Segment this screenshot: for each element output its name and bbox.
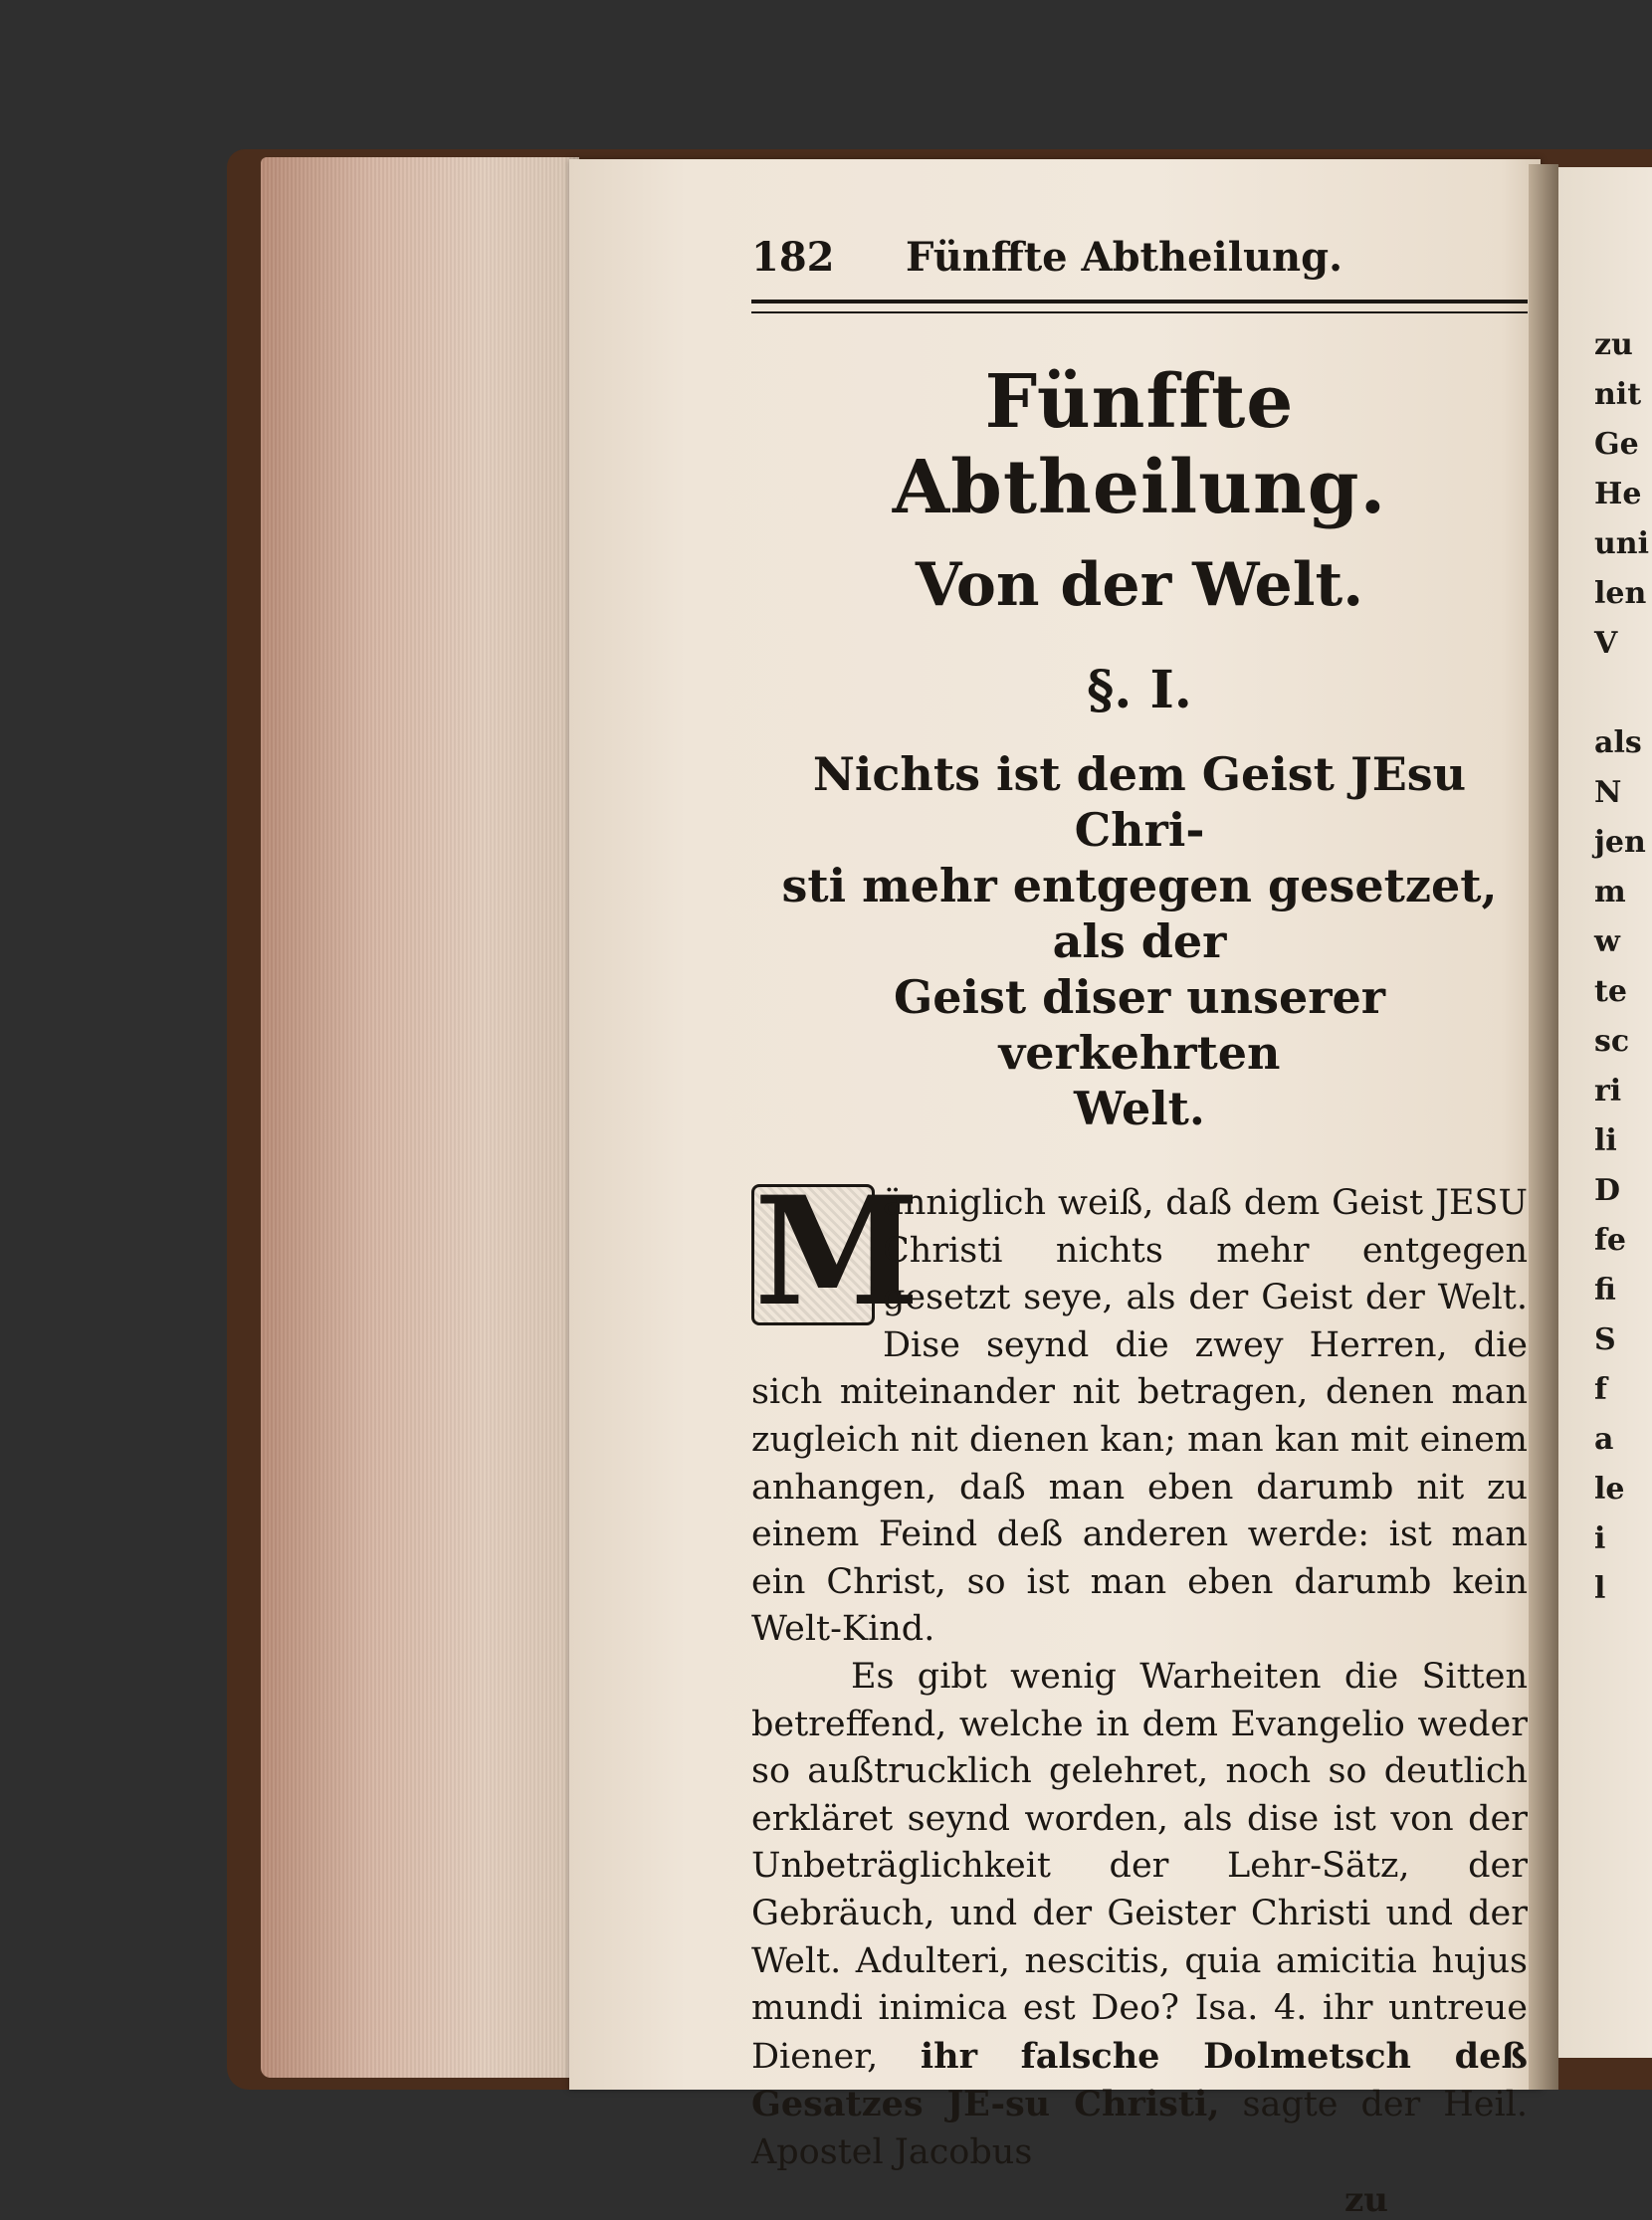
heading-line: Geist diser unserer verkehrten — [893, 970, 1386, 1080]
paragraph-text: änniglich weiß, daß dem Geist JESU Christi nichts mehr entgegen gesetzt seye, als der Geist der Welt. Dise seynd die zwey Herren, die sich miteinander nit betragen, denen man zugleich nit dienen kan; man kan mit einem anhangen, daß man eben darumb nit zu einem Feind deß anderen werde: ist man ein Christ, so ist man eben darumb kein Welt-Kind. — [751, 1183, 1528, 1650]
facing-page-fragment: ri — [1594, 1074, 1622, 1109]
facing-page-fragment: N — [1594, 775, 1622, 810]
book-gutter — [1529, 164, 1558, 2090]
facing-page-fragment: len — [1594, 576, 1647, 611]
facing-page-fragment: uni — [1594, 526, 1650, 561]
paragraph-text: sagte der Heil. Apostel Jacobus — [751, 2085, 1528, 2172]
facing-page-fragment: l — [1594, 1571, 1606, 1606]
facing-page-fragment: w — [1594, 924, 1620, 959]
facing-page-fragment: fi — [1594, 1273, 1616, 1308]
chapter-title: Fünffte Abtheilung. — [892, 359, 1387, 530]
facing-page-fragment: fe — [1594, 1223, 1626, 1258]
section-title: Von der Welt. — [915, 550, 1364, 620]
paragraph-text: Es gibt wenig Warheiten die Sitten betreffend, welche in dem Evangelio weder so außtrucklich gelehret, noch so deutlich erkläret seynd worden, als dise ist von der Unbeträglichkeit der Lehr-Sätz, der Gebräuch, und der Geister Christi und der Welt. Adulteri, nescitis, quia amicitia hujus mundi inimica est Deo? Isa. 4. ihr untreue Diener, — [751, 1656, 1528, 2077]
paragraph — [751, 1164, 1528, 1654]
facing-page-fragment: le — [1594, 1472, 1625, 1507]
facing-page-fragment: V — [1594, 626, 1618, 661]
facing-page-fragment: als — [1594, 725, 1642, 760]
facing-page-fragment: zu — [1594, 327, 1633, 362]
facing-page-fragment — [1594, 669, 1652, 718]
facing-page-fragment: i — [1594, 1521, 1606, 1556]
paragraph — [751, 1654, 1528, 2177]
facing-page-fragment: a — [1594, 1422, 1614, 1457]
page-number: 182 — [751, 234, 835, 281]
heading-line: sti mehr entgegen gesetzet, als der — [781, 859, 1498, 968]
paragraph-mark: §. I. — [1087, 660, 1192, 720]
catchword: zu — [1343, 2180, 1388, 2220]
facing-page-fragments — [1558, 167, 1652, 1614]
running-head — [751, 234, 1528, 296]
facing-page-fragment: He — [1594, 477, 1642, 511]
facing-page-fragment: sc — [1594, 1024, 1630, 1059]
header-rule — [751, 300, 1528, 313]
paragraph-bold-text: ihr falsche Dolmetsch deß Gesatzes JE-su Christi, — [751, 2035, 1528, 2125]
facing-page-fragment: Ge — [1594, 427, 1639, 462]
section-heading — [751, 746, 1528, 1136]
facing-page-fragment: li — [1594, 1123, 1617, 1158]
page-edges — [261, 157, 579, 2078]
facing-page-fragment: f — [1594, 1372, 1607, 1407]
facing-page-fragment: jen — [1594, 825, 1646, 860]
body-text — [751, 1164, 1528, 2176]
facing-page-fragment: D — [1594, 1173, 1621, 1208]
decorated-initial: M — [751, 1184, 875, 1325]
heading-line: Nichts ist dem Geist JEsu Chri- — [812, 747, 1467, 857]
facing-page-fragment: nit — [1594, 377, 1642, 412]
page-text — [751, 234, 1528, 2220]
facing-page — [1558, 167, 1652, 2058]
facing-page-fragment: S — [1594, 1322, 1616, 1357]
heading-line: Welt. — [1074, 1082, 1205, 1135]
facing-page-fragment: te — [1594, 974, 1627, 1009]
facing-page-fragment: m — [1594, 875, 1626, 909]
running-head-title: Fünffte Abtheilung. — [906, 234, 1343, 281]
